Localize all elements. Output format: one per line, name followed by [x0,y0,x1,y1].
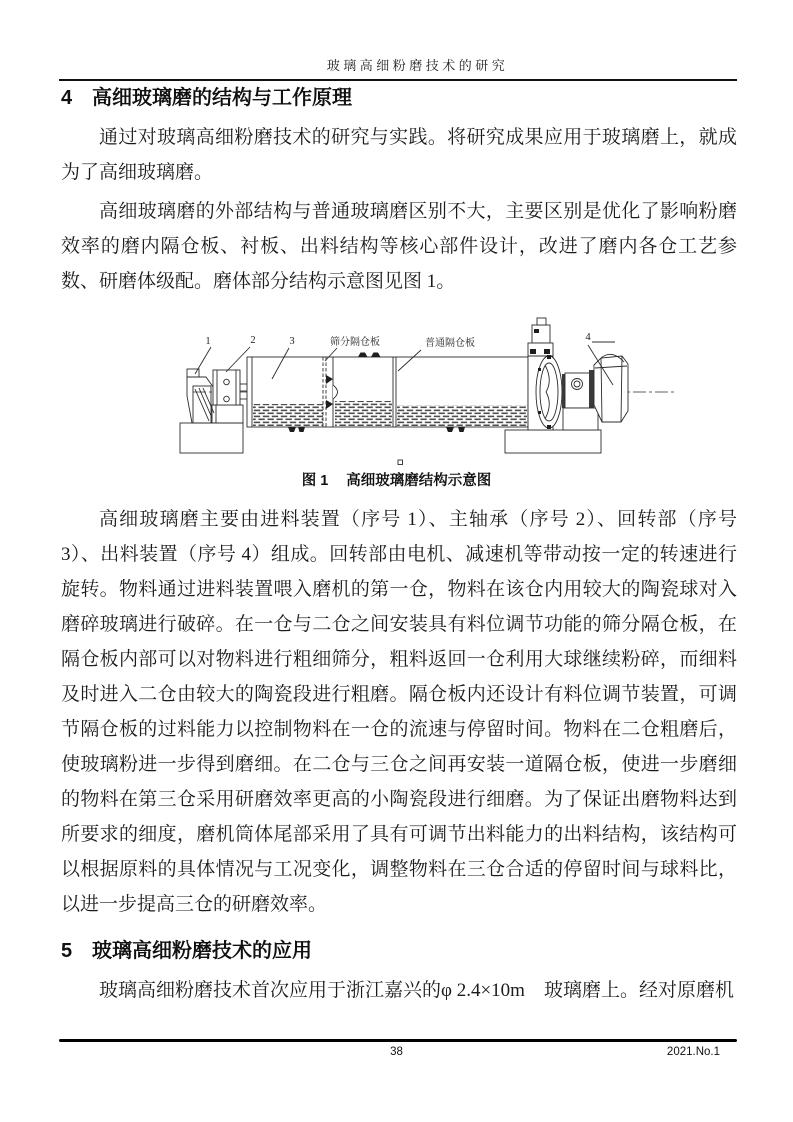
grinding-media-chamber1 [253,404,323,426]
figure-part-label-1: 1 [205,336,211,347]
running-title: 玻璃高细粉磨技术的研究 [326,58,509,73]
girth-gear [536,355,562,429]
footer-rule [59,1039,737,1042]
left-foundation [180,423,243,453]
figure-part-label-3: 3 [289,336,295,347]
paragraph-3: 高细玻璃磨主要由进料装置（序号 1）、主轴承（序号 2）、回转部（序号 3）、出料装置（序号 4）组成。回转部由电机、减速机等带动按一定的转速进行旋转。物料通过进料装置喂入磨机的第一仓，物料在该仓内用较大的陶瓷球对入磨碎玻璃进行破碎。在一仓与二仓之间安装具有料位调节功能的筛分隔仓板，在隔仓板内部可以对物料进行粗细筛分，粗料返回一仓利用大球继续粉碎，而细料及时进入二仓由较大的陶瓷段进行粗磨。隔仓板内还设计有料位调节装置，可调节隔仓板的过料能力以控制物料在一仓的流速与停留时间。物料在二仓粗磨后，使玻璃粉进一步得到磨细。在二仓与三仓之间再安装一道隔仓板，使进一步磨细的物料在第三仓采用研磨效率更高的小陶瓷段进行细磨。为了保证出磨物料达到所要求的细度，磨机筒体尾部采用了具有可调节出料能力的出料结构，该结构可以根据原料的具体情况与工况变化，调整物料在三仓合适的停留时间与球料比，以进一步提高三仓的研磨效率。 [61,509,737,915]
page-number: 38 [390,1046,403,1058]
figure-1-caption [0,470,793,492]
paragraph-4: 玻璃高细粉磨技术首次应用于浙江嘉兴的φ 2.4×10m 玻璃磨上。经对原磨机 [99,980,734,1001]
discharge-device [594,354,628,422]
figure-part-label-4: 4 [585,332,591,343]
figure-label-sieve-partition: 筛分隔仓板 [330,337,380,348]
mill-shell [247,353,528,433]
figure-label-ordinary-partition: 普通隔仓板 [425,338,475,349]
section-4-title: 高细玻璃磨的结构与工作原理 [92,87,352,109]
figure-1-mill-diagram [168,310,688,470]
header-rule [59,79,737,81]
right-foundation [505,430,601,453]
section-4-number: 4 [61,87,73,109]
paragraph-1: 通过对玻璃高细粉磨技术的研究与实践。将研究成果应用于玻璃磨上，就成为了高细玻璃磨。 [61,127,737,183]
scan-artifact [398,460,403,465]
section-5-heading [61,938,737,964]
figure-part-label-2: 2 [250,335,256,346]
section-4-heading [61,85,737,111]
section-5-title: 玻璃高细粉磨技术的应用 [92,940,312,962]
figure-1-caption-title: 高细玻璃磨结构示意图 [346,473,492,489]
paragraph-2: 高细玻璃磨的外部结构与普通玻璃磨区别不大，主要区别是优化了影响粉磨效率的磨内隔仓板、衬板、出料结构等核心部件设计，改进了磨内各仓工艺参数、研磨体级配。磨体部分结构示意图见图 1。 [61,201,737,292]
issue-number: 2021.No.1 [666,1046,720,1058]
grinding-media-chamber3 [397,405,527,426]
leader-line-1 [195,347,211,374]
outlet-bearing [562,370,598,430]
grinding-media-chamber2 [335,401,392,426]
figure-1-caption-label: 图 1 [301,473,329,489]
leader-line-2 [226,347,250,372]
main-bearing [212,370,247,423]
section-5-number: 5 [61,940,73,962]
